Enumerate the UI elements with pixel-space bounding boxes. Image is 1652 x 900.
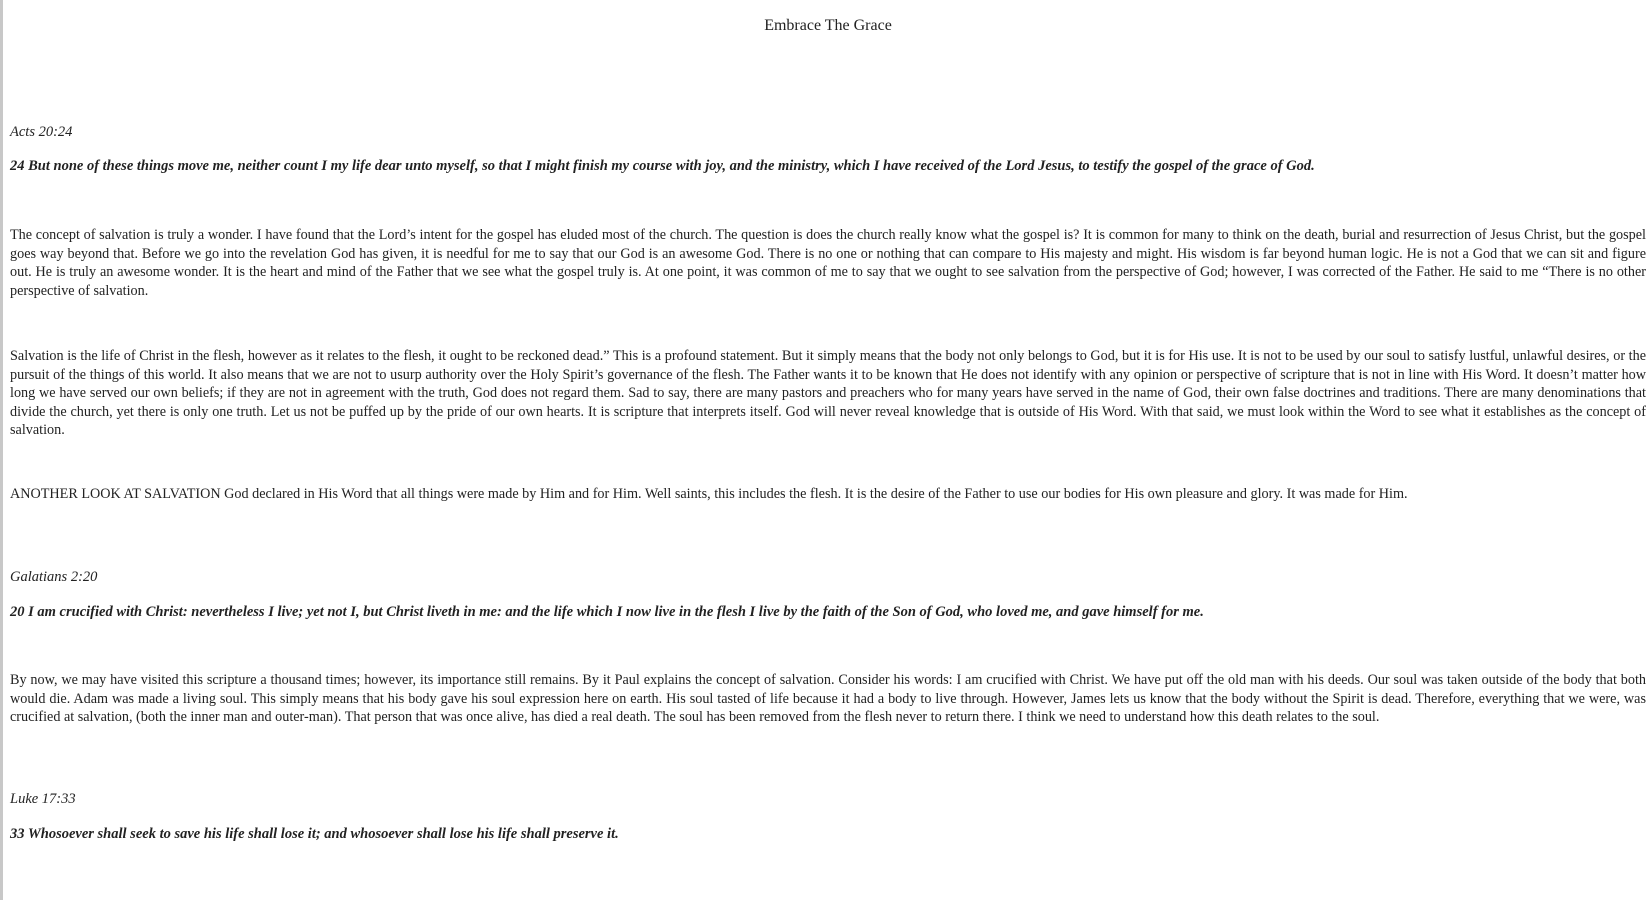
paragraph-crucified-with-christ: By now, we may have visited this scripture a thousand times; however, its importance still remains. By it Paul explains the concept of salvation. Consider his words: I am crucified with Christ. We have put off the old man with his deeds. Our soul was taken outside of the body that both would die. Adam was made a living soul. This simply means that his body gave his soul expression here on earth. His soul tasted of life because it had a body to live through. However, James lets us know that the body without the Spirit is dead. Therefore, everything that we were, was crucified at salvation, (both the inner man and outer-man). That person that was once alive, has died a real death. The soul has been removed from the flesh never to return there. I think we need to understand how this death relates to the soul. xyxy=(10,672,1646,725)
paragraph-concept-of-salvation: The concept of salvation is truly a wonder. I have found that the Lord’s intent for the gospel has eluded most of the church. The question is does the church really know what the gospel is? It is common for many to think on the death, burial and resurrection of Jesus Christ, but the gospel goes way beyond that. Before we go into the revelation God has given, it is needful for me to say that our God is an awesome God. There is no one or nothing that can compare to His majesty and might. His wisdom is far beyond human logic. He is not a God that we can sit and figure out. He is truly an awesome wonder. It is the heart and mind of the Father that we see what the gospel truly is. At one point, it was common of me to say that we ought to see salvation from the perspective of God; however, I was corrected of the Father. He said to me “There is no other perspective of salvation. xyxy=(10,227,1646,299)
scripture-reference-galatians: Galatians 2:20 xyxy=(10,569,98,585)
scripture-reference-acts: Acts 20:24 xyxy=(10,124,73,140)
scripture-verse-acts: 24 But none of these things move me, neither count I my life dear unto myself, so that I might finish my course with joy, and the ministry, which I have received of the Lord Jesus, to testify the gospel of the grace of God. xyxy=(10,158,1315,174)
scripture-verse-luke: 33 Whosoever shall seek to save his life shall lose it; and whosoever shall lose his life shall preserve it. xyxy=(10,826,619,842)
left-border xyxy=(0,0,3,900)
document-body xyxy=(10,0,1646,900)
scripture-reference-luke: Luke 17:33 xyxy=(10,791,76,807)
paragraph-another-look-at-salvation: ANOTHER LOOK AT SALVATION God declared in His Word that all things were made by Him and for Him. Well saints, this includes the flesh. It is the desire of the Father to use our bodies for His own pleasure and glory. It was made for Him. xyxy=(10,486,1408,502)
page-title: Embrace The Grace xyxy=(764,17,892,34)
paragraph-salvation-life-of-christ: Salvation is the life of Christ in the flesh, however as it relates to the flesh, it ought to be reckoned dead.” This is a profound statement. But it simply means that the body not only belongs to God, but it is for His use. It is not to be used by our soul to satisfy lustful, unlawful desires, or the pursuit of the things of this world. It also means that we are not to usurp authority over the Holy Spirit’s governance of the flesh. The Father wants it to be known that He does not identify with any opinion or perspective of scripture that is not in line with His Word. It doesn’t matter how long we have served our own beliefs; if they are not in agreement with the truth, God does not regard them. Sad to say, there are many pastors and preachers who for many years have served in the name of God, their own false doctrines and traditions. There are many denominations that divide the church, yet there is only one truth. Let us not be puffed up by the pride of our own hearts. It is scripture that interprets itself. God will never reveal knowledge that is outside of His Word. With that said, we must look within the Word to see what it establishes as the concept of salvation. xyxy=(10,348,1646,438)
scripture-verse-galatians: 20 I am crucified with Christ: nevertheless I live; yet not I, but Christ liveth in me: and the life which I now live in the flesh I live by the faith of the Son of God, who loved me, and gave himself for me. xyxy=(10,604,1204,620)
